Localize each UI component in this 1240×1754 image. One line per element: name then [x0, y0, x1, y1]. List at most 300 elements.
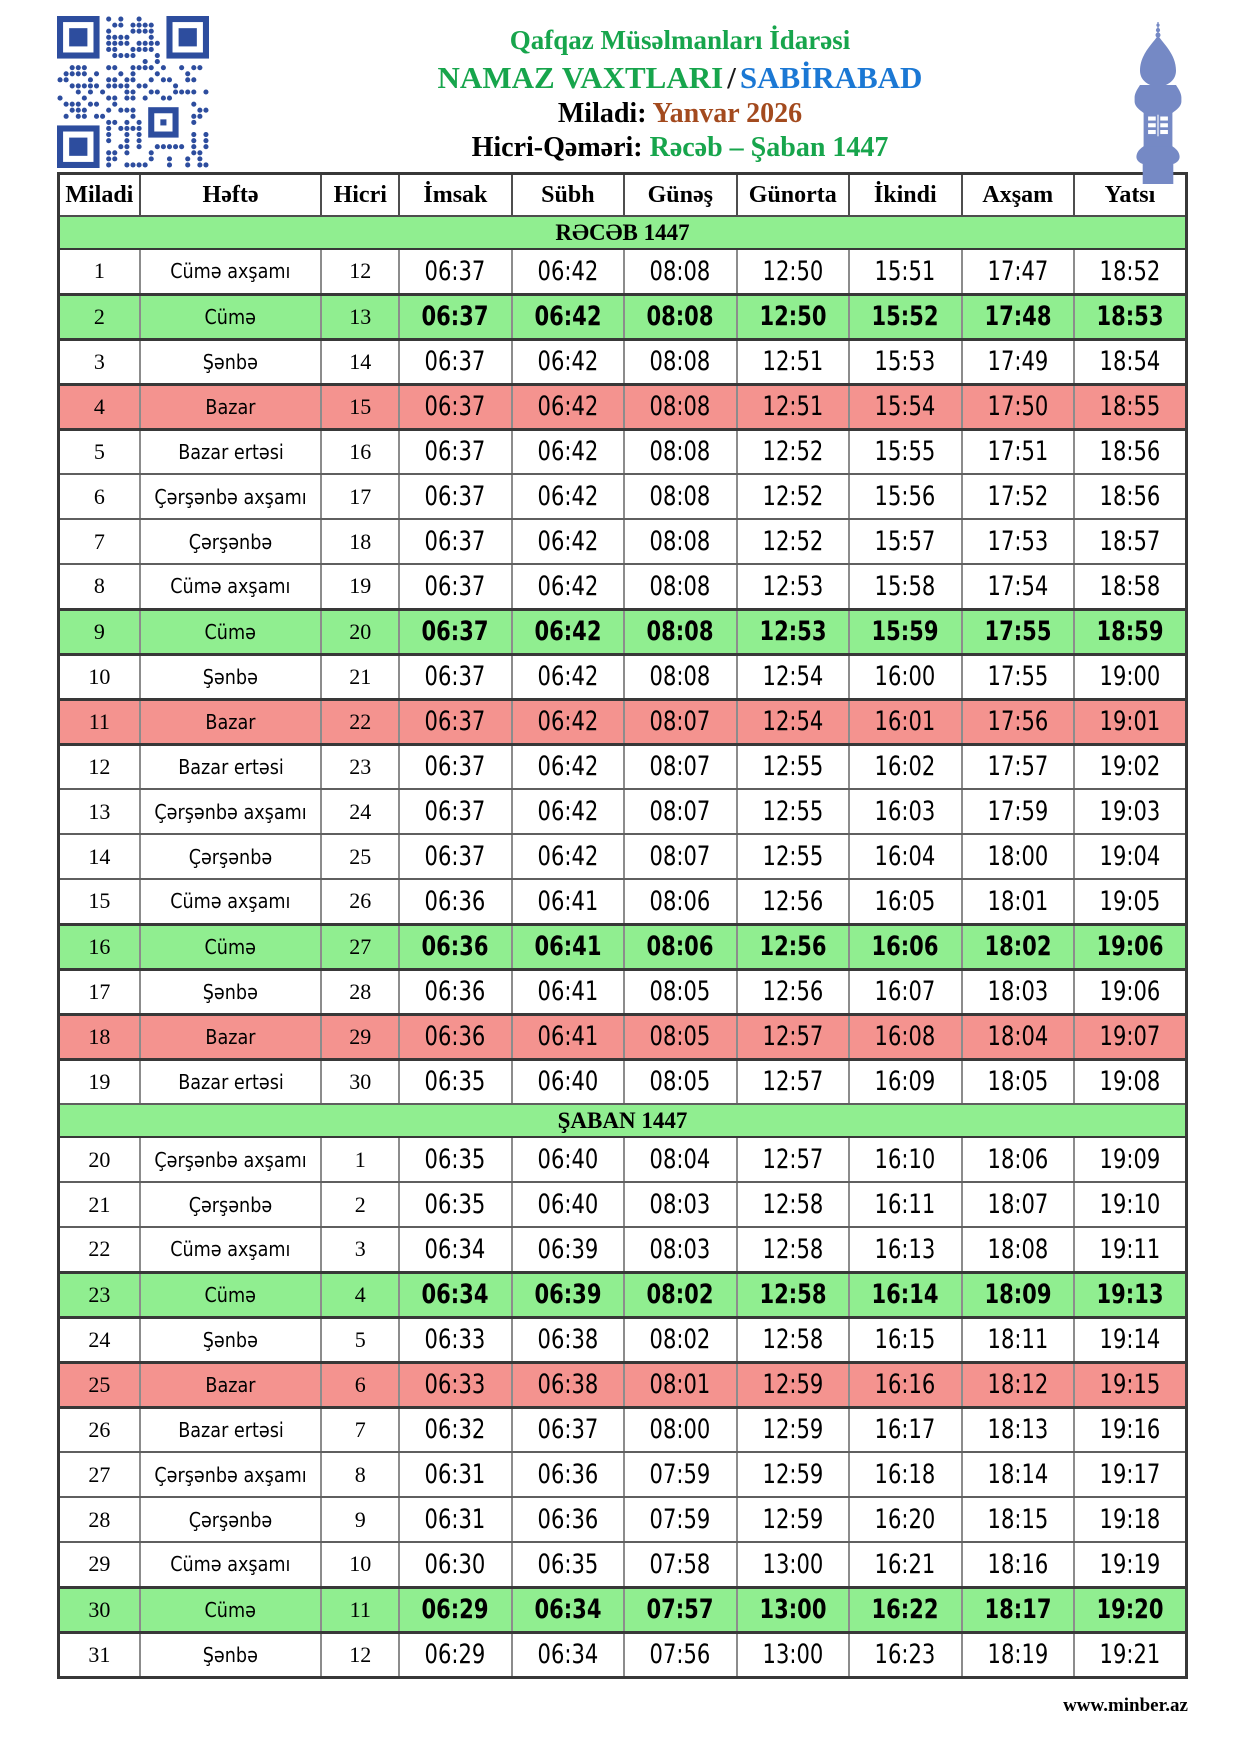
- time-cell-ikindi: 16:16: [849, 1362, 961, 1407]
- miladi-cell: 27: [59, 1452, 140, 1497]
- miladi-cell: 25: [59, 1362, 140, 1407]
- time-cell-gunes: 08:08: [624, 249, 736, 294]
- time-cell-yatsi: 19:06: [1074, 924, 1187, 969]
- table-row: [59, 294, 1187, 339]
- table-row: [59, 1014, 1187, 1059]
- time-cell-yatsi: 19:14: [1074, 1317, 1187, 1362]
- time-cell-yatsi: 18:54: [1074, 339, 1187, 384]
- time-cell-subh: 06:36: [512, 1452, 624, 1497]
- column-header-axsam: Axşam: [962, 174, 1074, 217]
- section-banner: RƏCƏB 1447: [59, 216, 1187, 249]
- time-cell-subh: 06:40: [512, 1182, 624, 1227]
- time-cell-yatsi: 18:56: [1074, 429, 1187, 474]
- miladi-cell: 23: [59, 1272, 140, 1317]
- time-cell-gunorta: 12:57: [737, 1059, 849, 1104]
- time-cell-yatsi: 18:53: [1074, 294, 1187, 339]
- time-cell-gunes: 08:04: [624, 1137, 736, 1182]
- weekday-cell: Şənbə: [140, 1632, 322, 1677]
- hicri-cell: 16: [321, 429, 399, 474]
- time-cell-yatsi: 19:11: [1074, 1227, 1187, 1272]
- weekday-cell: Bazar ertəsi: [140, 744, 322, 789]
- time-cell-ikindi: 16:14: [849, 1272, 961, 1317]
- time-cell-gunorta: 12:55: [737, 834, 849, 879]
- time-cell-ikindi: 16:02: [849, 744, 961, 789]
- time-cell-axsam: 18:07: [962, 1182, 1074, 1227]
- main-title: [232, 59, 1128, 97]
- table-row: [59, 969, 1187, 1014]
- time-cell-gunes: 08:00: [624, 1407, 736, 1452]
- miladi-cell: 22: [59, 1227, 140, 1272]
- table-row: [59, 879, 1187, 924]
- time-cell-imsak: 06:35: [399, 1059, 511, 1104]
- minaret-windows: [1148, 115, 1168, 137]
- hicri-cell: 19: [321, 564, 399, 609]
- time-cell-ikindi: 16:03: [849, 789, 961, 834]
- miladi-cell: 8: [59, 564, 140, 609]
- time-cell-imsak: 06:37: [399, 384, 511, 429]
- hicri-cell: 2: [321, 1182, 399, 1227]
- time-cell-gunorta: 12:52: [737, 519, 849, 564]
- time-cell-gunorta: 12:54: [737, 699, 849, 744]
- time-cell-yatsi: 19:17: [1074, 1452, 1187, 1497]
- time-cell-imsak: 06:37: [399, 609, 511, 654]
- time-cell-gunes: 08:02: [624, 1272, 736, 1317]
- time-cell-axsam: 18:01: [962, 879, 1074, 924]
- title-block: [232, 16, 1128, 165]
- miladi-cell: 10: [59, 654, 140, 699]
- hicri-cell: 9: [321, 1497, 399, 1542]
- time-cell-yatsi: 19:09: [1074, 1137, 1187, 1182]
- time-cell-subh: 06:42: [512, 609, 624, 654]
- time-cell-gunorta: 12:57: [737, 1014, 849, 1059]
- time-cell-imsak: 06:37: [399, 654, 511, 699]
- time-cell-gunes: 07:59: [624, 1452, 736, 1497]
- miladi-cell: 18: [59, 1014, 140, 1059]
- weekday-cell: Cümə: [140, 609, 322, 654]
- time-cell-gunes: 07:57: [624, 1587, 736, 1632]
- miladi-cell: 6: [59, 474, 140, 519]
- time-cell-axsam: 18:17: [962, 1587, 1074, 1632]
- time-cell-gunorta: 12:58: [737, 1182, 849, 1227]
- weekday-cell: Bazar ertəsi: [140, 1407, 322, 1452]
- weekday-cell: Cümə axşamı: [140, 564, 322, 609]
- miladi-cell: 19: [59, 1059, 140, 1104]
- hicri-cell: 11: [321, 1587, 399, 1632]
- miladi-cell: 20: [59, 1137, 140, 1182]
- time-cell-gunorta: 13:00: [737, 1542, 849, 1587]
- time-cell-ikindi: 16:07: [849, 969, 961, 1014]
- time-cell-subh: 06:42: [512, 474, 624, 519]
- table-row: [59, 1587, 1187, 1632]
- time-cell-imsak: 06:36: [399, 969, 511, 1014]
- time-cell-gunorta: 12:56: [737, 969, 849, 1014]
- time-cell-ikindi: 15:54: [849, 384, 961, 429]
- table-row: [59, 1497, 1187, 1542]
- time-cell-gunes: 08:05: [624, 969, 736, 1014]
- miladi-line: [232, 97, 1128, 131]
- time-cell-axsam: 18:04: [962, 1014, 1074, 1059]
- time-cell-gunes: 08:06: [624, 924, 736, 969]
- weekday-cell: Şənbə: [140, 969, 322, 1014]
- website-text: www.minber.az: [1063, 1694, 1188, 1716]
- hicri-cell: 20: [321, 609, 399, 654]
- weekday-cell: Çərşənbə: [140, 834, 322, 879]
- time-cell-imsak: 06:35: [399, 1137, 511, 1182]
- table-row: [59, 249, 1187, 294]
- miladi-cell: 15: [59, 879, 140, 924]
- time-cell-gunorta: 12:53: [737, 564, 849, 609]
- time-cell-imsak: 06:36: [399, 924, 511, 969]
- time-cell-subh: 06:35: [512, 1542, 624, 1587]
- time-cell-gunes: 08:05: [624, 1014, 736, 1059]
- time-cell-ikindi: 16:04: [849, 834, 961, 879]
- time-cell-yatsi: 19:20: [1074, 1587, 1187, 1632]
- time-cell-gunes: 08:08: [624, 609, 736, 654]
- time-cell-axsam: 18:15: [962, 1497, 1074, 1542]
- minaret-icon: [1128, 22, 1188, 184]
- time-cell-ikindi: 15:59: [849, 609, 961, 654]
- table-row: [59, 1227, 1187, 1272]
- time-cell-ikindi: 16:00: [849, 654, 961, 699]
- time-cell-axsam: 18:03: [962, 969, 1074, 1014]
- time-cell-gunes: 08:08: [624, 519, 736, 564]
- column-header-gunes: Günəş: [624, 174, 736, 217]
- weekday-cell: Çərşənbə axşamı: [140, 789, 322, 834]
- section-banner: ŞABAN 1447: [59, 1104, 1187, 1137]
- hicri-cell: 12: [321, 1632, 399, 1677]
- weekday-cell: Cümə: [140, 294, 322, 339]
- weekday-cell: Bazar: [140, 1014, 322, 1059]
- hicri-cell: 30: [321, 1059, 399, 1104]
- miladi-cell: 28: [59, 1497, 140, 1542]
- hicri-cell: 29: [321, 1014, 399, 1059]
- time-cell-yatsi: 18:58: [1074, 564, 1187, 609]
- miladi-cell: 26: [59, 1407, 140, 1452]
- miladi-cell: 7: [59, 519, 140, 564]
- time-cell-axsam: 17:52: [962, 474, 1074, 519]
- time-cell-subh: 06:42: [512, 249, 624, 294]
- time-cell-ikindi: 15:56: [849, 474, 961, 519]
- time-cell-yatsi: 19:07: [1074, 1014, 1187, 1059]
- time-cell-gunorta: 12:57: [737, 1137, 849, 1182]
- time-cell-yatsi: 18:56: [1074, 474, 1187, 519]
- weekday-cell: Şənbə: [140, 1317, 322, 1362]
- time-cell-subh: 06:41: [512, 879, 624, 924]
- hicri-line: [232, 131, 1128, 165]
- time-cell-gunorta: 12:51: [737, 339, 849, 384]
- table-row: [59, 474, 1187, 519]
- time-cell-ikindi: 16:08: [849, 1014, 961, 1059]
- time-cell-axsam: 18:09: [962, 1272, 1074, 1317]
- time-cell-yatsi: 19:16: [1074, 1407, 1187, 1452]
- main-title-text: NAMAZ VAXTLARI: [437, 59, 724, 95]
- time-cell-gunes: 08:07: [624, 699, 736, 744]
- miladi-cell: 14: [59, 834, 140, 879]
- table-row: [59, 1272, 1187, 1317]
- time-cell-gunorta: 12:50: [737, 249, 849, 294]
- time-cell-imsak: 06:34: [399, 1272, 511, 1317]
- prayer-times-table: [57, 172, 1188, 1679]
- hicri-cell: 1: [321, 1137, 399, 1182]
- hicri-cell: 23: [321, 744, 399, 789]
- miladi-cell: 31: [59, 1632, 140, 1677]
- hicri-cell: 10: [321, 1542, 399, 1587]
- hicri-cell: 21: [321, 654, 399, 699]
- time-cell-ikindi: 16:15: [849, 1317, 961, 1362]
- column-header-subh: Sübh: [512, 174, 624, 217]
- time-cell-axsam: 17:55: [962, 609, 1074, 654]
- time-cell-yatsi: 19:01: [1074, 699, 1187, 744]
- time-cell-subh: 06:38: [512, 1362, 624, 1407]
- time-cell-yatsi: 19:19: [1074, 1542, 1187, 1587]
- time-cell-yatsi: 19:10: [1074, 1182, 1187, 1227]
- table-row: [59, 519, 1187, 564]
- time-cell-subh: 06:42: [512, 699, 624, 744]
- time-cell-yatsi: 19:06: [1074, 969, 1187, 1014]
- time-cell-gunes: 07:59: [624, 1497, 736, 1542]
- time-cell-ikindi: 16:13: [849, 1227, 961, 1272]
- time-cell-axsam: 17:59: [962, 789, 1074, 834]
- time-cell-axsam: 17:47: [962, 249, 1074, 294]
- time-cell-axsam: 17:56: [962, 699, 1074, 744]
- time-cell-ikindi: 16:10: [849, 1137, 961, 1182]
- table-row: [59, 429, 1187, 474]
- time-cell-axsam: 17:50: [962, 384, 1074, 429]
- time-cell-ikindi: 16:17: [849, 1407, 961, 1452]
- weekday-cell: Cümə: [140, 924, 322, 969]
- page-footer: [0, 1695, 1188, 1717]
- time-cell-axsam: 18:13: [962, 1407, 1074, 1452]
- time-cell-subh: 06:41: [512, 924, 624, 969]
- miladi-cell: 17: [59, 969, 140, 1014]
- weekday-cell: Cümə axşamı: [140, 1227, 322, 1272]
- hicri-cell: 4: [321, 1272, 399, 1317]
- time-cell-gunes: 08:08: [624, 474, 736, 519]
- time-cell-subh: 06:42: [512, 834, 624, 879]
- time-cell-imsak: 06:36: [399, 1014, 511, 1059]
- time-cell-imsak: 06:36: [399, 879, 511, 924]
- time-cell-axsam: 17:51: [962, 429, 1074, 474]
- column-header-miladi: Miladi: [59, 174, 140, 217]
- table-row: [59, 789, 1187, 834]
- time-cell-imsak: 06:33: [399, 1362, 511, 1407]
- time-cell-gunes: 08:03: [624, 1227, 736, 1272]
- table-row: [59, 1407, 1187, 1452]
- time-cell-subh: 06:36: [512, 1497, 624, 1542]
- section-row: [59, 216, 1187, 249]
- miladi-cell: 13: [59, 789, 140, 834]
- hicri-cell: 26: [321, 879, 399, 924]
- time-cell-subh: 06:42: [512, 339, 624, 384]
- miladi-cell: 4: [59, 384, 140, 429]
- time-cell-gunes: 08:06: [624, 879, 736, 924]
- weekday-cell: Cümə axşamı: [140, 249, 322, 294]
- time-cell-imsak: 06:34: [399, 1227, 511, 1272]
- miladi-cell: 11: [59, 699, 140, 744]
- column-header-yatsi: Yatsı: [1074, 174, 1187, 217]
- time-cell-ikindi: 16:23: [849, 1632, 961, 1677]
- table-row: [59, 384, 1187, 429]
- column-header-hicri: Hicri: [321, 174, 399, 217]
- time-cell-imsak: 06:30: [399, 1542, 511, 1587]
- table-row: [59, 339, 1187, 384]
- time-cell-axsam: 17:53: [962, 519, 1074, 564]
- time-cell-axsam: 18:14: [962, 1452, 1074, 1497]
- miladi-label: Miladi:: [557, 97, 647, 129]
- time-cell-gunes: 08:08: [624, 564, 736, 609]
- column-header-gunorta: Günorta: [737, 174, 849, 217]
- time-cell-yatsi: 19:08: [1074, 1059, 1187, 1104]
- time-cell-gunorta: 12:51: [737, 384, 849, 429]
- hicri-cell: 18: [321, 519, 399, 564]
- time-cell-gunorta: 12:58: [737, 1272, 849, 1317]
- time-cell-gunes: 08:08: [624, 294, 736, 339]
- hicri-cell: 22: [321, 699, 399, 744]
- time-cell-imsak: 06:37: [399, 249, 511, 294]
- time-cell-subh: 06:37: [512, 1407, 624, 1452]
- time-cell-subh: 06:42: [512, 789, 624, 834]
- time-cell-gunes: 08:07: [624, 744, 736, 789]
- miladi-cell: 2: [59, 294, 140, 339]
- time-cell-subh: 06:39: [512, 1227, 624, 1272]
- weekday-cell: Çərşənbə: [140, 519, 322, 564]
- miladi-cell: 16: [59, 924, 140, 969]
- time-cell-gunorta: 12:59: [737, 1407, 849, 1452]
- table-row: [59, 924, 1187, 969]
- time-cell-gunorta: 12:52: [737, 429, 849, 474]
- table-row: [59, 1452, 1187, 1497]
- weekday-cell: Çərşənbə axşamı: [140, 1137, 322, 1182]
- time-cell-ikindi: 16:06: [849, 924, 961, 969]
- hicri-cell: 3: [321, 1227, 399, 1272]
- miladi-cell: 29: [59, 1542, 140, 1587]
- weekday-cell: Cümə: [140, 1272, 322, 1317]
- hicri-cell: 24: [321, 789, 399, 834]
- miladi-cell: 21: [59, 1182, 140, 1227]
- time-cell-axsam: 17:55: [962, 654, 1074, 699]
- hicri-cell: 8: [321, 1452, 399, 1497]
- time-cell-gunorta: 12:50: [737, 294, 849, 339]
- time-cell-gunorta: 13:00: [737, 1632, 849, 1677]
- time-cell-imsak: 06:37: [399, 294, 511, 339]
- time-cell-gunes: 08:08: [624, 654, 736, 699]
- time-cell-ikindi: 15:52: [849, 294, 961, 339]
- time-cell-imsak: 06:31: [399, 1497, 511, 1542]
- time-cell-gunorta: 12:52: [737, 474, 849, 519]
- column-header-hefte: Həftə: [140, 174, 322, 217]
- time-cell-imsak: 06:37: [399, 339, 511, 384]
- time-cell-axsam: 17:54: [962, 564, 1074, 609]
- time-cell-imsak: 06:32: [399, 1407, 511, 1452]
- prayer-table-body: [59, 216, 1187, 1677]
- time-cell-axsam: 17:48: [962, 294, 1074, 339]
- weekday-cell: Cümə axşamı: [140, 879, 322, 924]
- time-cell-imsak: 06:35: [399, 1182, 511, 1227]
- weekday-cell: Şənbə: [140, 654, 322, 699]
- time-cell-yatsi: 19:02: [1074, 744, 1187, 789]
- time-cell-subh: 06:42: [512, 744, 624, 789]
- weekday-cell: Cümə axşamı: [140, 1542, 322, 1587]
- time-cell-imsak: 06:37: [399, 474, 511, 519]
- time-cell-yatsi: 18:57: [1074, 519, 1187, 564]
- miladi-cell: 9: [59, 609, 140, 654]
- time-cell-gunes: 08:08: [624, 429, 736, 474]
- time-cell-axsam: 18:08: [962, 1227, 1074, 1272]
- time-cell-gunorta: 12:59: [737, 1362, 849, 1407]
- table-header-row: [59, 174, 1187, 217]
- time-cell-axsam: 18:06: [962, 1137, 1074, 1182]
- time-cell-imsak: 06:37: [399, 519, 511, 564]
- hicri-cell: 14: [321, 339, 399, 384]
- table-row: [59, 1137, 1187, 1182]
- time-cell-gunorta: 12:59: [737, 1497, 849, 1542]
- miladi-value: Yanvar 2026: [652, 97, 803, 129]
- time-cell-imsak: 06:31: [399, 1452, 511, 1497]
- weekday-cell: Çərşənbə: [140, 1497, 322, 1542]
- time-cell-axsam: 17:57: [962, 744, 1074, 789]
- time-cell-imsak: 06:33: [399, 1317, 511, 1362]
- time-cell-ikindi: 15:57: [849, 519, 961, 564]
- time-cell-gunorta: 12:59: [737, 1452, 849, 1497]
- time-cell-ikindi: 16:09: [849, 1059, 961, 1104]
- time-cell-subh: 06:41: [512, 1014, 624, 1059]
- time-cell-axsam: 18:19: [962, 1632, 1074, 1677]
- column-header-imsak: İmsak: [399, 174, 511, 217]
- time-cell-subh: 06:38: [512, 1317, 624, 1362]
- time-cell-subh: 06:42: [512, 654, 624, 699]
- miladi-cell: 1: [59, 249, 140, 294]
- qr-code-icon: [57, 16, 232, 168]
- time-cell-gunorta: 12:55: [737, 789, 849, 834]
- time-cell-gunes: 08:03: [624, 1182, 736, 1227]
- weekday-cell: Bazar: [140, 699, 322, 744]
- weekday-cell: Çərşənbə axşamı: [140, 1452, 322, 1497]
- time-cell-imsak: 06:37: [399, 699, 511, 744]
- time-cell-gunes: 07:56: [624, 1632, 736, 1677]
- time-cell-imsak: 06:29: [399, 1632, 511, 1677]
- time-cell-ikindi: 16:21: [849, 1542, 961, 1587]
- time-cell-axsam: 18:11: [962, 1317, 1074, 1362]
- time-cell-yatsi: 18:59: [1074, 609, 1187, 654]
- time-cell-subh: 06:41: [512, 969, 624, 1014]
- hicri-cell: 5: [321, 1317, 399, 1362]
- miladi-cell: 5: [59, 429, 140, 474]
- organization-title: Qafqaz Müsəlmanları İdarəsi: [509, 25, 851, 55]
- hicri-cell: 7: [321, 1407, 399, 1452]
- time-cell-subh: 06:42: [512, 294, 624, 339]
- miladi-cell: 12: [59, 744, 140, 789]
- time-cell-gunorta: 12:56: [737, 879, 849, 924]
- weekday-cell: Çərşənbə axşamı: [140, 474, 322, 519]
- hicri-cell: 27: [321, 924, 399, 969]
- hicri-cell: 6: [321, 1362, 399, 1407]
- page-header: [0, 0, 1240, 172]
- weekday-cell: Cümə: [140, 1587, 322, 1632]
- table-row: [59, 1542, 1187, 1587]
- hicri-cell: 15: [321, 384, 399, 429]
- time-cell-subh: 06:34: [512, 1632, 624, 1677]
- weekday-cell: Bazar: [140, 384, 322, 429]
- miladi-cell: 3: [59, 339, 140, 384]
- time-cell-ikindi: 15:51: [849, 249, 961, 294]
- time-cell-subh: 06:40: [512, 1137, 624, 1182]
- time-cell-gunes: 08:08: [624, 339, 736, 384]
- time-cell-yatsi: 18:52: [1074, 249, 1187, 294]
- weekday-cell: Bazar ertəsi: [140, 429, 322, 474]
- time-cell-yatsi: 19:15: [1074, 1362, 1187, 1407]
- time-cell-gunorta: 12:55: [737, 744, 849, 789]
- time-cell-imsak: 06:37: [399, 429, 511, 474]
